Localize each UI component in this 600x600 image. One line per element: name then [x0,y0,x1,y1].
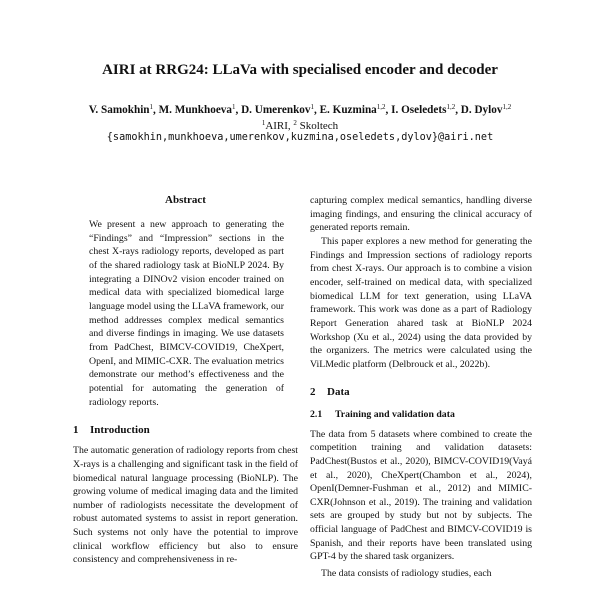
author-name: E. Kuzmina [319,104,377,116]
abstract-heading: Abstract [165,194,206,206]
author-name: D. Dylov [460,104,503,116]
author-name: I. Oseledets [391,104,447,116]
section-heading-data [310,386,532,399]
subsection-title: Training and validation data [335,408,455,420]
paragraph-continuation: capturing complex medical semantics, handling diverse imaging findings, and ensuring the clinical accuracy of generated reports remain. [310,195,532,234]
affil-sup: 1 [261,119,266,127]
author-emails: {samokhin,munkhoeva,umerenkov,kuzmina,oseledets,dylov}@airi.net [106,132,494,143]
method-overview-paragraph: This paper explores a new method for generating the Findings and Impression sections of radiology reports from chest X-rays. Our approach is to combine a vision encoder, self-trained on medical data, with specialized biomedical LLM for text generation, using LLaVA framework. This work was done as a part of Radiology Report Generation ahared task at BioNLP 2024 Workshop (Xu et al., 2024) using the data provided by the organizers. The metrics were calculated using the ViLMedic platform (Delbrouck et al., 2022b). [310,235,532,370]
affil-sup: 2 [293,119,297,127]
subsection-number: 2.1 [310,408,323,420]
author-name: V. Samokhin [88,104,150,116]
data-paragraph-2: The data consists of radiology studies, each [321,568,492,580]
author-affil-sup: 1,2 [376,103,386,111]
introduction-paragraph: The automatic generation of radiology reports from chest X-rays is a challenging and significant task in the field of biomedical natural language processing (BioNLP). The growing volume of medical imaging data and the limited number of radiologists necessitate the development of robust automated systems to assist in report generation. Such systems not only have the potential to improve clinical workflow efficiency but also to ensure consistency and comprehensiveness in re- [73,445,298,566]
section-title: Introduction [90,424,150,437]
section-title: Data [327,385,350,398]
paper-title: AIRI at RRG24: LLaVa with specialised encoder and decoder [102,62,498,78]
author-affil-sup: 1 [310,103,314,111]
abstract-text: We present a new approach to generating the “Findings” and “Impression” sections in the chest X-rays radiology reports, developed as part of the shared radiology task at BioNLP 2024. By integrating a DINOv2 vision encoder trained on medical data with specialized biomedical large language model using the LLaVA framework, our method addresses complex medical semantics and diverse findings in imaging. We use datasets from PadChest, BIMCV-COVID19, CheXpert, OpenI, and MIMIC-CXR. The evaluation metrics demonstrate our method’s effectiveness and the potential for automating the generation of radiology reports. [89,219,284,408]
section-heading-introduction [73,424,298,437]
right-column [310,194,532,581]
section-number: 1 [73,424,79,437]
left-column [73,194,298,567]
affil-name: Skoltech [299,120,339,132]
author-affil-sup: 1,2 [446,103,456,111]
affil-name: AIRI, [265,120,291,132]
subsection-heading-training-data [310,408,532,421]
author-affil-sup: 1,2 [502,103,512,111]
author-affil-sup: 1 [149,103,154,111]
author-list: V. Samokhin$^1$, M. Munkhoeva$^1$, D. Umerenkov$^1$, E. Kuzmina$^{1,2}$, I. Oseledets$^{1,2}$, D. Dylov$^{1,2}$ [88,103,512,116]
data-paragraph: The data from 5 datasets where combined to create the competition training and validation datasets: PadChest(Bustos et al., 2020), BIMCV-COVID19(Vayá et al., 2020), CheXpert(Chambon et al., 2024), OpenI(Demner-Fushman et al., 2012) and MIMIC-CXR(Johnson et al., 2019). The training and validation sets are grouped by study but not by subjects. The official language of PadChest and BIMCV-COVID19 is Spanish, and their reports have been translated using GPT-4 by the shared task organizers. [310,428,532,563]
author-name: D. Umerenkov [241,104,311,116]
author-name: M. Munkhoeva [158,104,232,116]
author-affil-sup: 1 [231,103,236,111]
section-number: 2 [310,385,316,398]
